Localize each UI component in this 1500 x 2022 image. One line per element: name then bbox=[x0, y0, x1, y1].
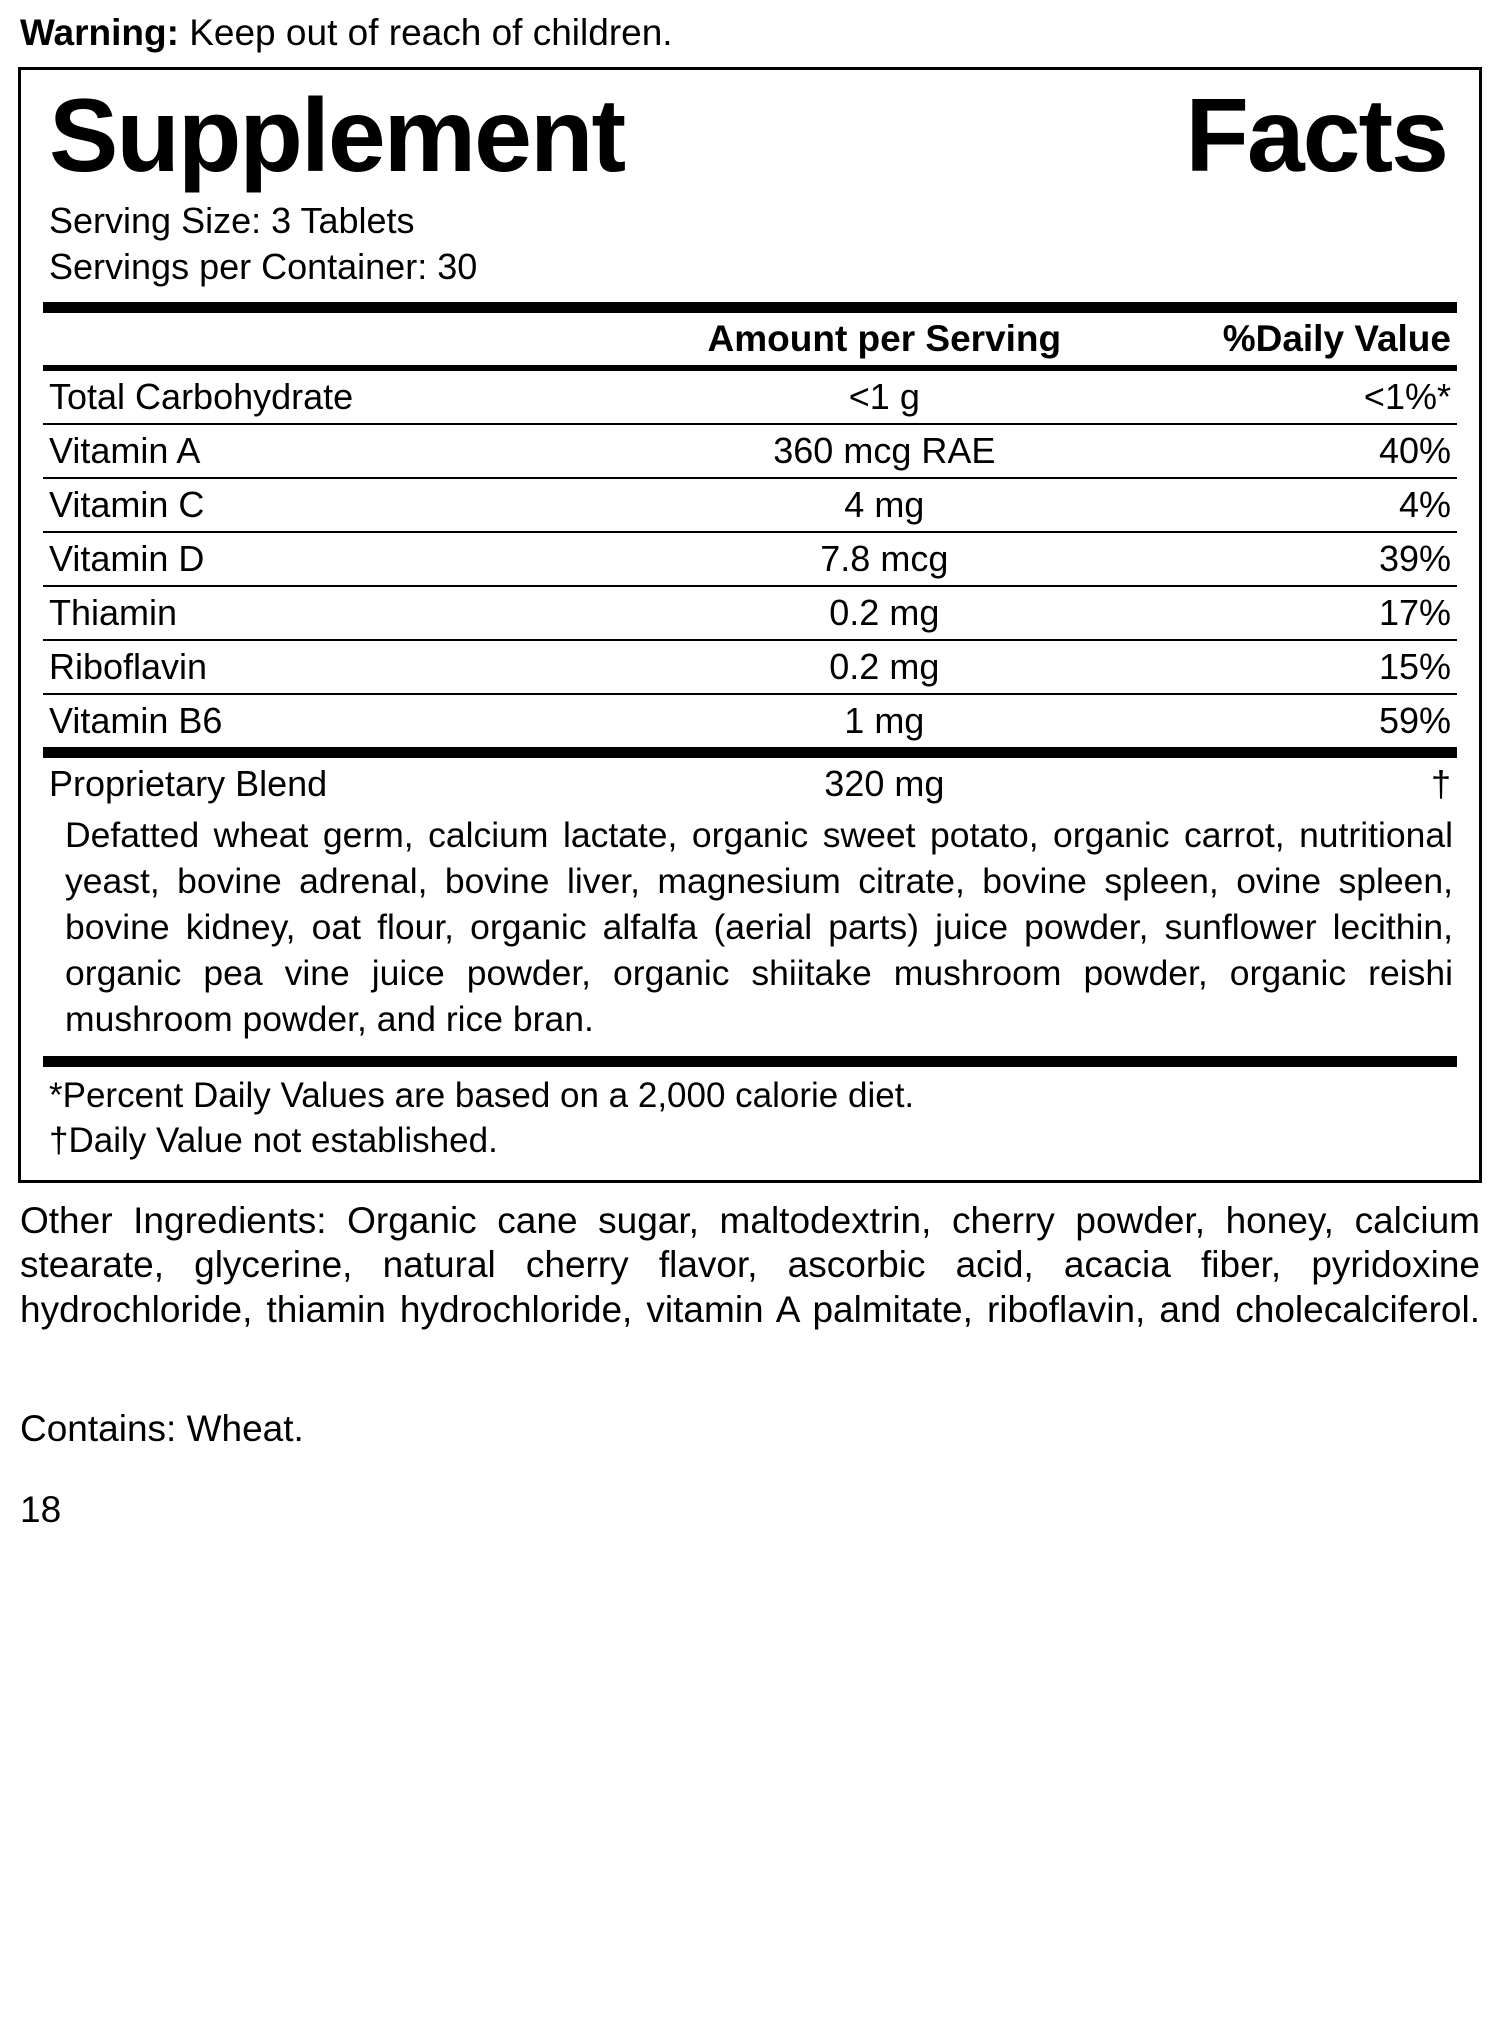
blend-amount: 320 mg bbox=[665, 752, 1103, 810]
nutrient-name: Vitamin B6 bbox=[43, 694, 665, 753]
header-amount-per-serving: Amount per Serving bbox=[707, 317, 1062, 359]
table-row bbox=[43, 532, 1457, 586]
nutrition-table bbox=[43, 313, 1457, 365]
nutrient-name: Vitamin A bbox=[43, 424, 665, 478]
panel-footnotes bbox=[43, 1067, 1457, 1166]
blend-name: Proprietary Blend bbox=[43, 752, 665, 810]
nutrient-dv: 17% bbox=[1103, 586, 1457, 640]
servings-per-container: Servings per Container: 30 bbox=[49, 245, 478, 287]
contains-statement: Contains: Wheat. bbox=[20, 1407, 304, 1449]
serving-info bbox=[43, 194, 1457, 296]
nutrient-name: Riboflavin bbox=[43, 640, 665, 694]
warning-line bbox=[18, 0, 1482, 67]
blend-dv: † bbox=[1103, 752, 1457, 810]
table-row bbox=[43, 478, 1457, 532]
nutrient-dv: 39% bbox=[1103, 532, 1457, 586]
nutrient-amount: 0.2 mg bbox=[665, 640, 1103, 694]
nutrient-dv: 40% bbox=[1103, 424, 1457, 478]
nutrient-amount: <1 g bbox=[848, 375, 920, 417]
panel-title-word-facts: Facts bbox=[1185, 78, 1447, 195]
nutrient-dv: <1%* bbox=[1363, 375, 1451, 417]
nutrient-amount: 1 mg bbox=[665, 694, 1103, 753]
supplement-facts-panel bbox=[18, 67, 1482, 1183]
table-header-row bbox=[43, 313, 1457, 365]
other-ingredients: Other Ingredients: Organic cane sugar, maltodextrin, cherry powder, honey, calcium stearate, glycerine, natural cherry flavor, ascorbic acid, acacia fiber, pyridoxine hydrochloride, thiamin hydrochloride, vitamin A palmitate, riboflavin, and cholecalciferol. bbox=[20, 1200, 1480, 1330]
nutrient-name: Vitamin C bbox=[43, 478, 665, 532]
blend-ingredient-list: Defatted wheat germ, calcium lactate, organic sweet potato, organic carrot, nutritional yeast, bovine adrenal, bovine liver, magnesium citrate, bovine spleen, ovine spleen, bovine kidney, oat flour, organic alfalfa (aerial parts) juice powder, sunflower lecithin, organic pea vine juice powder, organic shiitake mushroom powder, organic reishi mushroom powder, and rice bran. bbox=[65, 814, 1453, 1040]
nutrient-dv: 59% bbox=[1103, 694, 1457, 753]
nutrient-amount: 360 mcg RAE bbox=[665, 424, 1103, 478]
table-row bbox=[43, 586, 1457, 640]
page-number: 18 bbox=[20, 1489, 62, 1531]
serving-size: Serving Size: 3 Tablets bbox=[49, 199, 415, 241]
header-daily-value: %Daily Value bbox=[1222, 317, 1451, 359]
nutrient-name: Vitamin D bbox=[43, 532, 665, 586]
nutrient-amount: 4 mg bbox=[665, 478, 1103, 532]
header-blank bbox=[43, 313, 665, 365]
nutrient-dv: 4% bbox=[1103, 478, 1457, 532]
panel-title-word-supplement: Supplement bbox=[49, 78, 625, 195]
panel-title bbox=[43, 78, 1457, 193]
warning-label: Warning: bbox=[20, 12, 179, 53]
rule-bottom-thick bbox=[43, 1056, 1457, 1067]
nutrient-amount: 0.2 mg bbox=[665, 586, 1103, 640]
nutrient-rows bbox=[43, 371, 1457, 810]
nutrient-amount: 7.8 mcg bbox=[665, 532, 1103, 586]
footnote-dv-not-established: †Daily Value not established. bbox=[49, 1121, 498, 1161]
table-row bbox=[43, 694, 1457, 753]
table-row bbox=[43, 371, 1457, 424]
footnote-daily-values: *Percent Daily Values are based on a 2,000 calorie diet. bbox=[49, 1076, 915, 1116]
nutrient-name: Total Carbohydrate bbox=[49, 375, 354, 417]
nutrient-name: Thiamin bbox=[43, 586, 665, 640]
rule-top-thick bbox=[43, 302, 1457, 313]
table-row bbox=[43, 424, 1457, 478]
warning-text: Keep out of reach of children. bbox=[189, 12, 673, 53]
table-row bbox=[43, 640, 1457, 694]
nutrient-dv: 15% bbox=[1103, 640, 1457, 694]
proprietary-blend-row bbox=[43, 752, 1457, 810]
